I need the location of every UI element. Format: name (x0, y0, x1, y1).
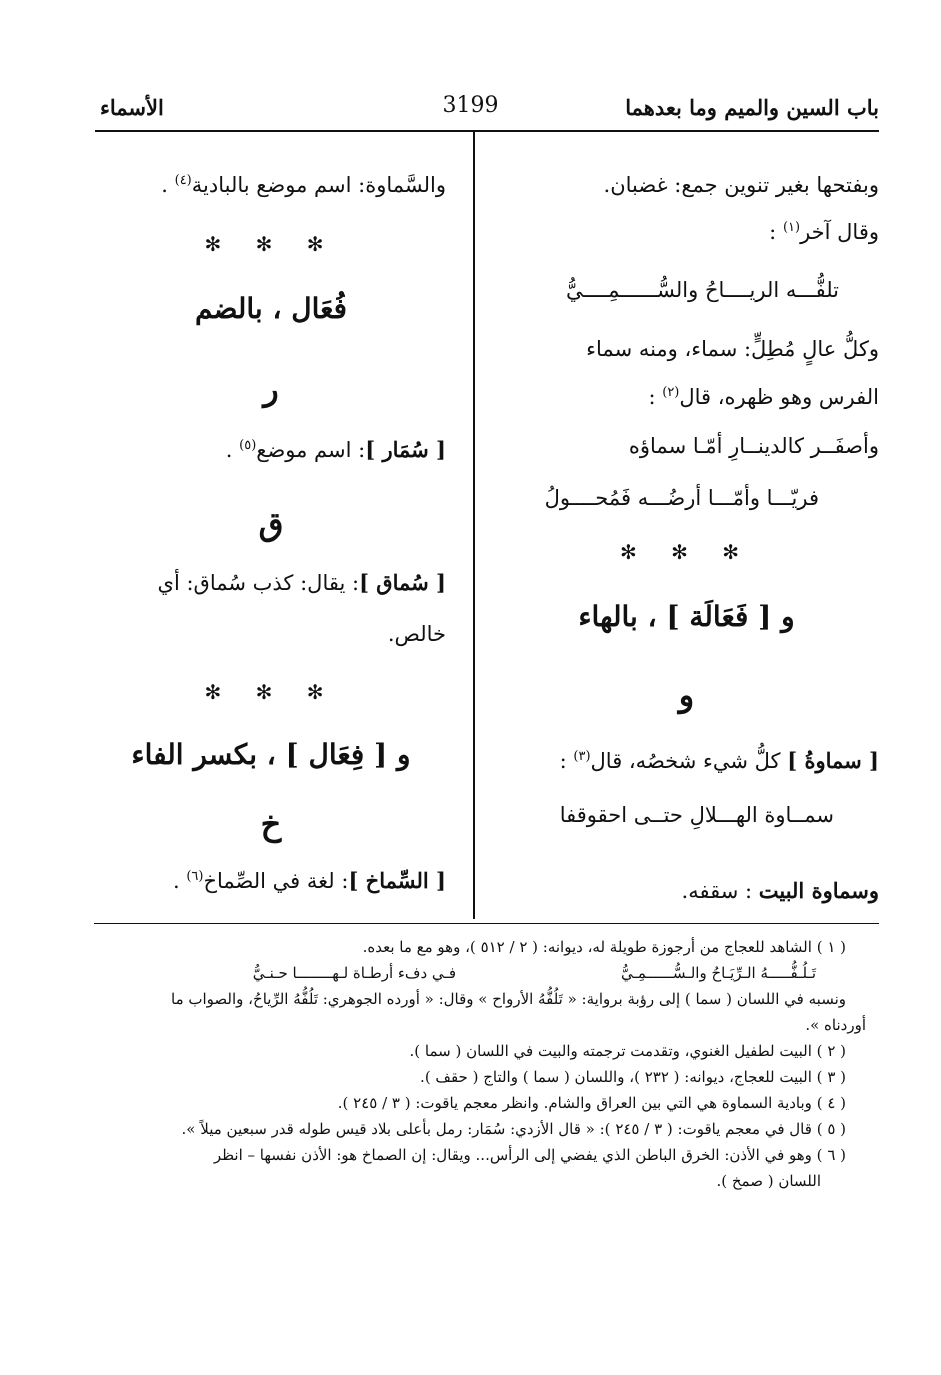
text-line: الفرس وهو ظهره، قال$^{(٢)}$ : (648, 385, 879, 409)
text-line: والسَّماوة: اسم موضع بالبادية$^{(٤)}$ . (161, 173, 446, 197)
header-rule (95, 130, 879, 132)
footnote-6: ( ٦ ) وهو في الأذن: الخرق الباطن الذي يفضي إلى الرأس... ويقال: إن الصماخ هو: الأذن نفسها – انظر (213, 1146, 846, 1164)
footnote-1: ( ١ ) الشاهد للعجاج من أرجوزة طويلة له، ديوانه: ( ٢ / ٥١٢ )، وهو مع ما بعده. (362, 938, 846, 956)
footnote-ref: (١) (782, 220, 801, 235)
section-stars: ✻ ✻ ✻ (204, 680, 338, 704)
entry-line: [ سُماق ]: يقال: كذب سُماق: أي (157, 570, 446, 595)
verse-line: فريّـــا وأمّـــا أرضُـــه فَمُحــــولُ (544, 486, 819, 510)
letter-heading: ق (258, 505, 284, 543)
footnote-ref: (٤) (174, 173, 192, 188)
running-head-left: الأسماء (100, 95, 164, 120)
footnote-text: ونسبه في اللسان ( سما ) إلى رؤبة برواية: « تَلُفُّهُ الأرواح » وقال: « أورده الجوهري: تَلُفُّهُ الرِّياحُ، والصواب ما (171, 990, 846, 1008)
footnote-3: ( ٣ ) البيت للعجاج، ديوانه: ( ٢٣٢ )، واللسان ( سما ) والتاج ( حقف ). (420, 1068, 846, 1086)
footnote-rule (94, 923, 879, 924)
letter-heading: خ (260, 805, 282, 843)
text-line: خالص. (387, 622, 446, 646)
footnote-5: ( ٥ ) قال في معجم ياقوت: ( ٣ / ٢٤٥ ): « قال الأزدي: سُمَار: رمل بأعلى بلاد قيس طوله قدر سبعين ميلاً ». (181, 1120, 846, 1138)
entry-line: [ سماوةُ ] كلُّ شيء شخصُه، قال$^{(٣)}$ : (559, 748, 879, 773)
footnote-text: اللسان ( صمخ ). (716, 1172, 821, 1190)
footnote-text: أوردناه ». (805, 1016, 866, 1034)
section-heading: و [ فَعَالَة ] ، بالهاء (578, 600, 795, 633)
footnote-ref: (٥) (239, 438, 257, 453)
section-heading: فُعَال ، بالضم (194, 292, 348, 325)
letter-heading: و (678, 676, 695, 714)
text-line: وقال آخر$^{(١)}$ : (769, 220, 879, 244)
section-stars: ✻ ✻ ✻ (204, 232, 338, 256)
footnote-verse: فـي دفء أرطـاة لـهــــــــا حـنـيُّ (252, 964, 456, 982)
footnote-ref: (٣) (573, 749, 591, 764)
column-separator (473, 132, 475, 919)
footnote-ref: (٢) (662, 385, 680, 400)
footnote-2: ( ٢ ) البيت لطفيل الغنوي، وتقدمت ترجمته والبيت في اللسان ( سما ). (409, 1042, 846, 1060)
text-line: وكلُّ عالٍ مُطِلٍّ: سماء، ومنه سماء (586, 337, 879, 361)
verse-line: تلفُّـــه الريــــاحُ والسُّــــــمِــــيُّ (566, 278, 839, 302)
entry-line: [ السِّماخ ]: لغة في الصِّماخ$^{(٦)}$ . (172, 868, 446, 893)
letter-heading: ر (263, 370, 279, 408)
section-stars: ✻ ✻ ✻ (620, 540, 753, 564)
footnote-4: ( ٤ ) وبادية السماوة هي التي بين العراق والشام. وانظر معجم ياقوت: ( ٣ / ٢٤٥ ). (337, 1094, 846, 1112)
verse-line: سمــاوة الهـــلالِ حتــى احقوقفا (559, 803, 834, 827)
text-line: وسماوة البيت : سقفه. (681, 878, 879, 903)
section-heading: و [ فِعَال ] ، بكسر الفاء (131, 738, 411, 771)
footnote-verse: تَـلُـفُّـــــهُ الـرِّيَـاحُ والـسُّــــــمِـيُّ (621, 964, 816, 982)
footnote-ref: (٦) (186, 869, 204, 884)
entry-line: [ سُمَار ]: اسم موضع$^{(٥)}$ . (225, 437, 446, 462)
verse-line: وأصفَــر كالدينــارِ أمّـا سماؤه (628, 434, 879, 458)
text-line: وبفتحها بغير تنوين جمع: غضبان. (603, 173, 879, 197)
running-head-right: باب السين والميم وما بعدهما (625, 95, 879, 120)
page-number: 3199 (442, 93, 499, 118)
